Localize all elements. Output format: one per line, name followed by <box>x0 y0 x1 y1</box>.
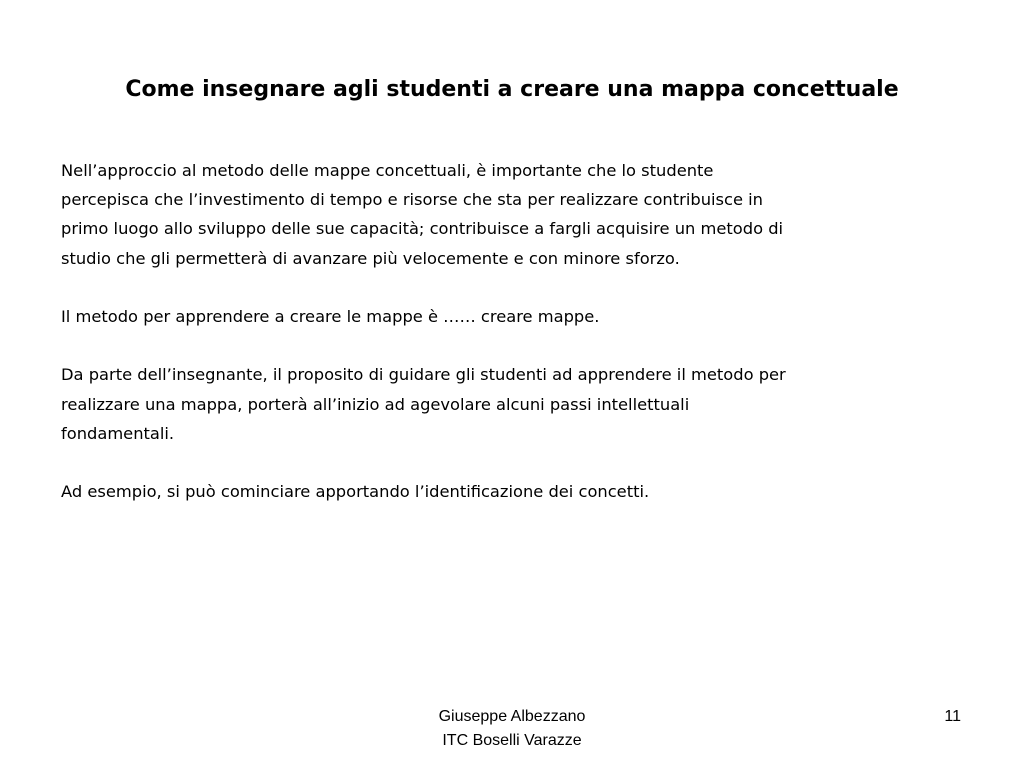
footer-author: Giuseppe Albezzano <box>438 708 586 725</box>
slide-title: Come insegnare agli studenti a creare una mappa concettuale <box>125 77 899 102</box>
paragraph-line: Ad esempio, si può cominciare apportando l’identificazione dei concetti. <box>61 482 650 502</box>
paragraph-line: studio che gli permetterà di avanzare più velocemente e con minore sforzo. <box>61 248 680 268</box>
paragraph-method <box>61 302 1001 331</box>
paragraph-line: Da parte dell’insegnante, il proposito di guidare gli studenti ad apprendere il metodo per <box>61 365 786 385</box>
paragraph-teacher <box>61 360 1001 448</box>
footer-credits <box>362 705 662 753</box>
paragraph-line: realizzare una mappa, porterà all’inizio ad agevolare alcuni passi intellettuali <box>61 394 690 414</box>
paragraph-line: Il metodo per apprendere a creare le mappe è …… creare mappe. <box>61 307 600 326</box>
paragraph-line: Nell’approccio al metodo delle mappe concettuali, è importante che lo studente <box>61 161 714 180</box>
page-number: 11 <box>944 708 961 725</box>
paragraph-example <box>61 477 1001 506</box>
paragraph-line: fondamentali. <box>61 423 175 443</box>
footer-school: ITC Boselli Varazze <box>442 732 582 749</box>
paragraph-line: percepisca che l’investimento di tempo e risorse che sta per realizzare contribuisce in <box>61 190 764 210</box>
paragraph-intro <box>61 156 1001 273</box>
paragraph-line: primo luogo allo sviluppo delle sue capacità; contribuisce a fargli acquisire un metodo di <box>61 219 784 239</box>
slide-body <box>61 156 1001 536</box>
